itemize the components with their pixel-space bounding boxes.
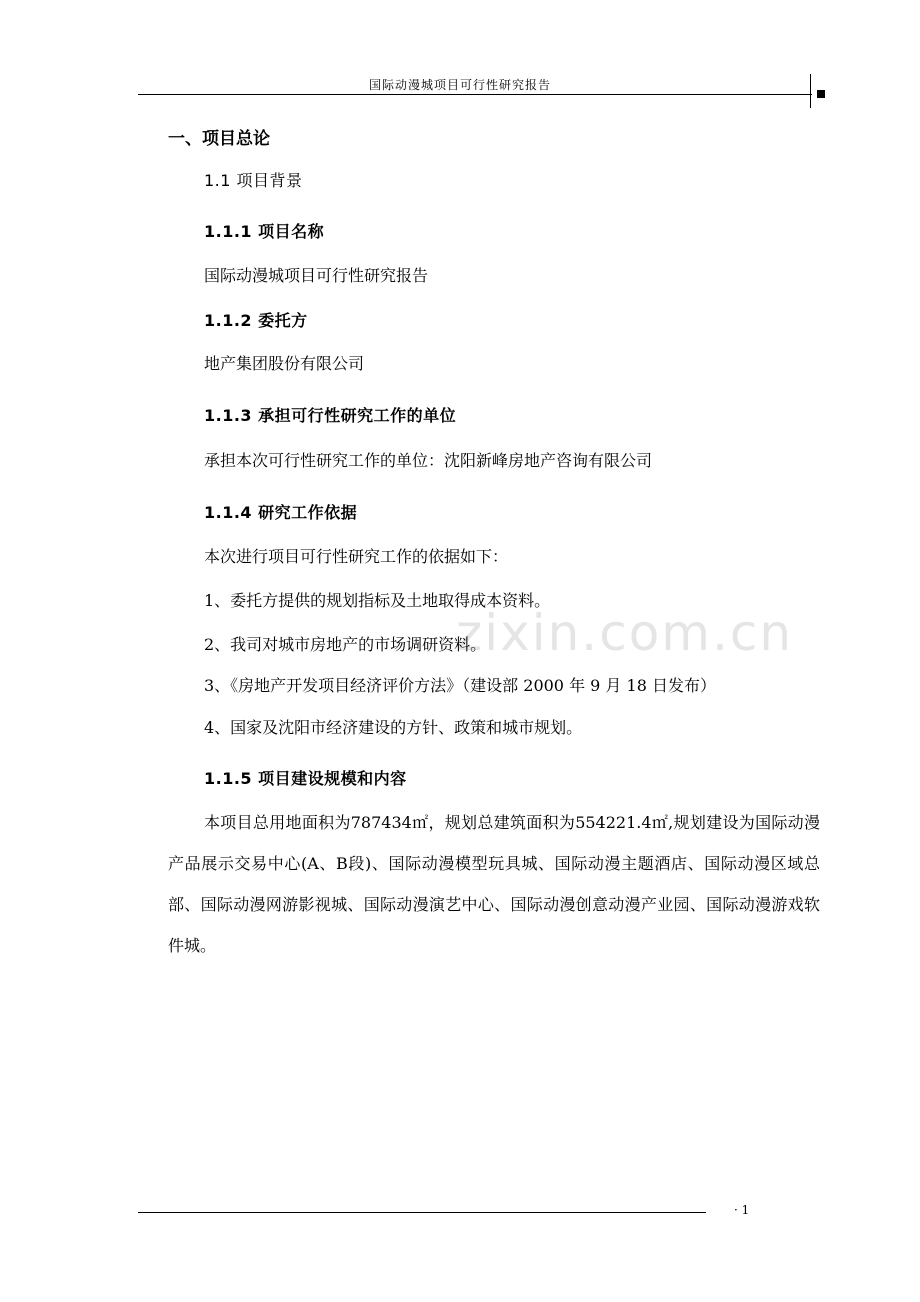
header-title: 国际动漫城项目可行性研究报告 [368,78,551,92]
list-item: 1、委托方提供的规划指标及土地取得成本资料。 [204,591,551,610]
basis-intro-text: 本次进行项目可行性研究工作的依据如下： [204,547,509,566]
page-number: · 1 [734,1203,750,1217]
research-unit-text: 承担本次可行性研究工作的单位：沈阳新峰房地产咨询有限公司 [204,451,653,470]
header-rule [138,94,812,95]
chapter-title: 一、项目总论 [168,129,270,149]
section-heading-1-1-4: 1.1.4 研究工作依据 [204,503,358,522]
header-vertical-rule [810,74,811,108]
list-item: 4、国家及沈阳市经济建设的方针、政策和城市规划。 [204,718,583,737]
header-square-marker [817,90,825,98]
footer-rule [138,1212,706,1213]
section-heading-1-1: 1.1 项目背景 [204,171,303,190]
client-text: 地产集团股份有限公司 [204,354,365,373]
list-item: 3、《房地产开发项目经济评价方法》（建设部 2000 年 9 月 18 日发布） [204,676,716,695]
project-name-text: 国际动漫城项目可行性研究报告 [204,266,429,285]
section-heading-1-1-3: 1.1.3 承担可行性研究工作的单位 [204,406,457,425]
watermark: zixin.com.cn [456,604,794,662]
section-heading-1-1-5: 1.1.5 项目建设规模和内容 [204,769,407,788]
scale-content-paragraph: 本项目总用地面积为787434㎡，规划总建筑面积为554221.4㎡,规划建设为国际动漫产品展示交易中心(A、B段)、国际动漫模型玩具城、国际动漫主题酒店、国际动漫区域总部、国际动漫网游影视城、国际动漫演艺中心、国际动漫创意动漫产业园、国际动漫游戏软件城。 [168,813,820,955]
list-item: 2、我司对城市房地产的市场调研资料。 [204,635,487,654]
section-heading-1-1-1: 1.1.1 项目名称 [204,222,325,241]
section-heading-1-1-2: 1.1.2 委托方 [204,311,308,330]
